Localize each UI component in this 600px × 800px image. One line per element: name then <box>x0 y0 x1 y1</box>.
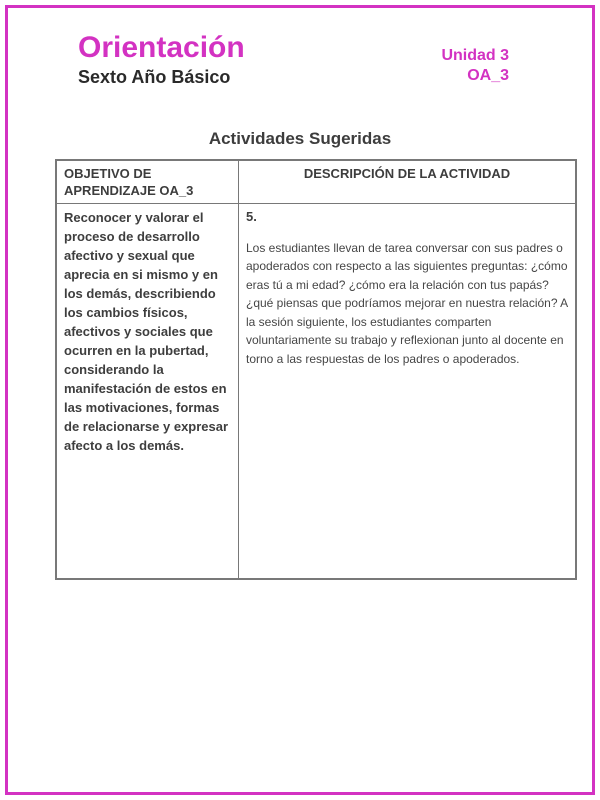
section-title: Actividades Sugeridas <box>208 129 392 148</box>
activity-number: 5. <box>246 209 257 224</box>
table-header-row <box>56 160 576 204</box>
table-body-row <box>56 204 576 580</box>
objective-text-cell: Reconocer y valorar el proceso de desarrollo afectivo y sexual que aprecia en si mismo y en los demás, describiendo los cambios físicos, afectivos y sociales que ocurren en la pubertad, considerando la manifestación de estos en las motivaciones, formas de relacionarse y expresar afecto a los demás. <box>56 204 239 580</box>
activity-description: Los estudiantes llevan de tarea conversar con sus padres o apoderados con respecto a las siguientes preguntas: ¿cómo eras tú a mi edad? ¿cómo era la relación con tus papás? ¿qué piensas que podríamos mejorar en nuestra relación? A la sesión siguiente, los estudiantes comparten voluntariamente su trabajo y reflexionan junto al docente en torno a las respuestas de los padres o apoderados. <box>246 240 568 366</box>
document-header <box>78 32 509 88</box>
activities-table <box>55 159 577 580</box>
subject-title: Orientación <box>78 31 245 64</box>
header-right-block <box>441 46 509 86</box>
header-left-block <box>78 32 245 88</box>
activity-column-header: DESCRIPCIÓN DE LA ACTIVIDAD <box>239 160 577 204</box>
grade-subtitle: Sexto Año Básico <box>78 67 231 87</box>
unit-label: Unidad 3 <box>441 47 509 64</box>
objective-column-header: OBJETIVO DE APRENDIZAJE OA_3 <box>56 160 239 204</box>
activity-text-cell <box>239 204 577 580</box>
oa-code-label: OA_3 <box>467 67 509 84</box>
